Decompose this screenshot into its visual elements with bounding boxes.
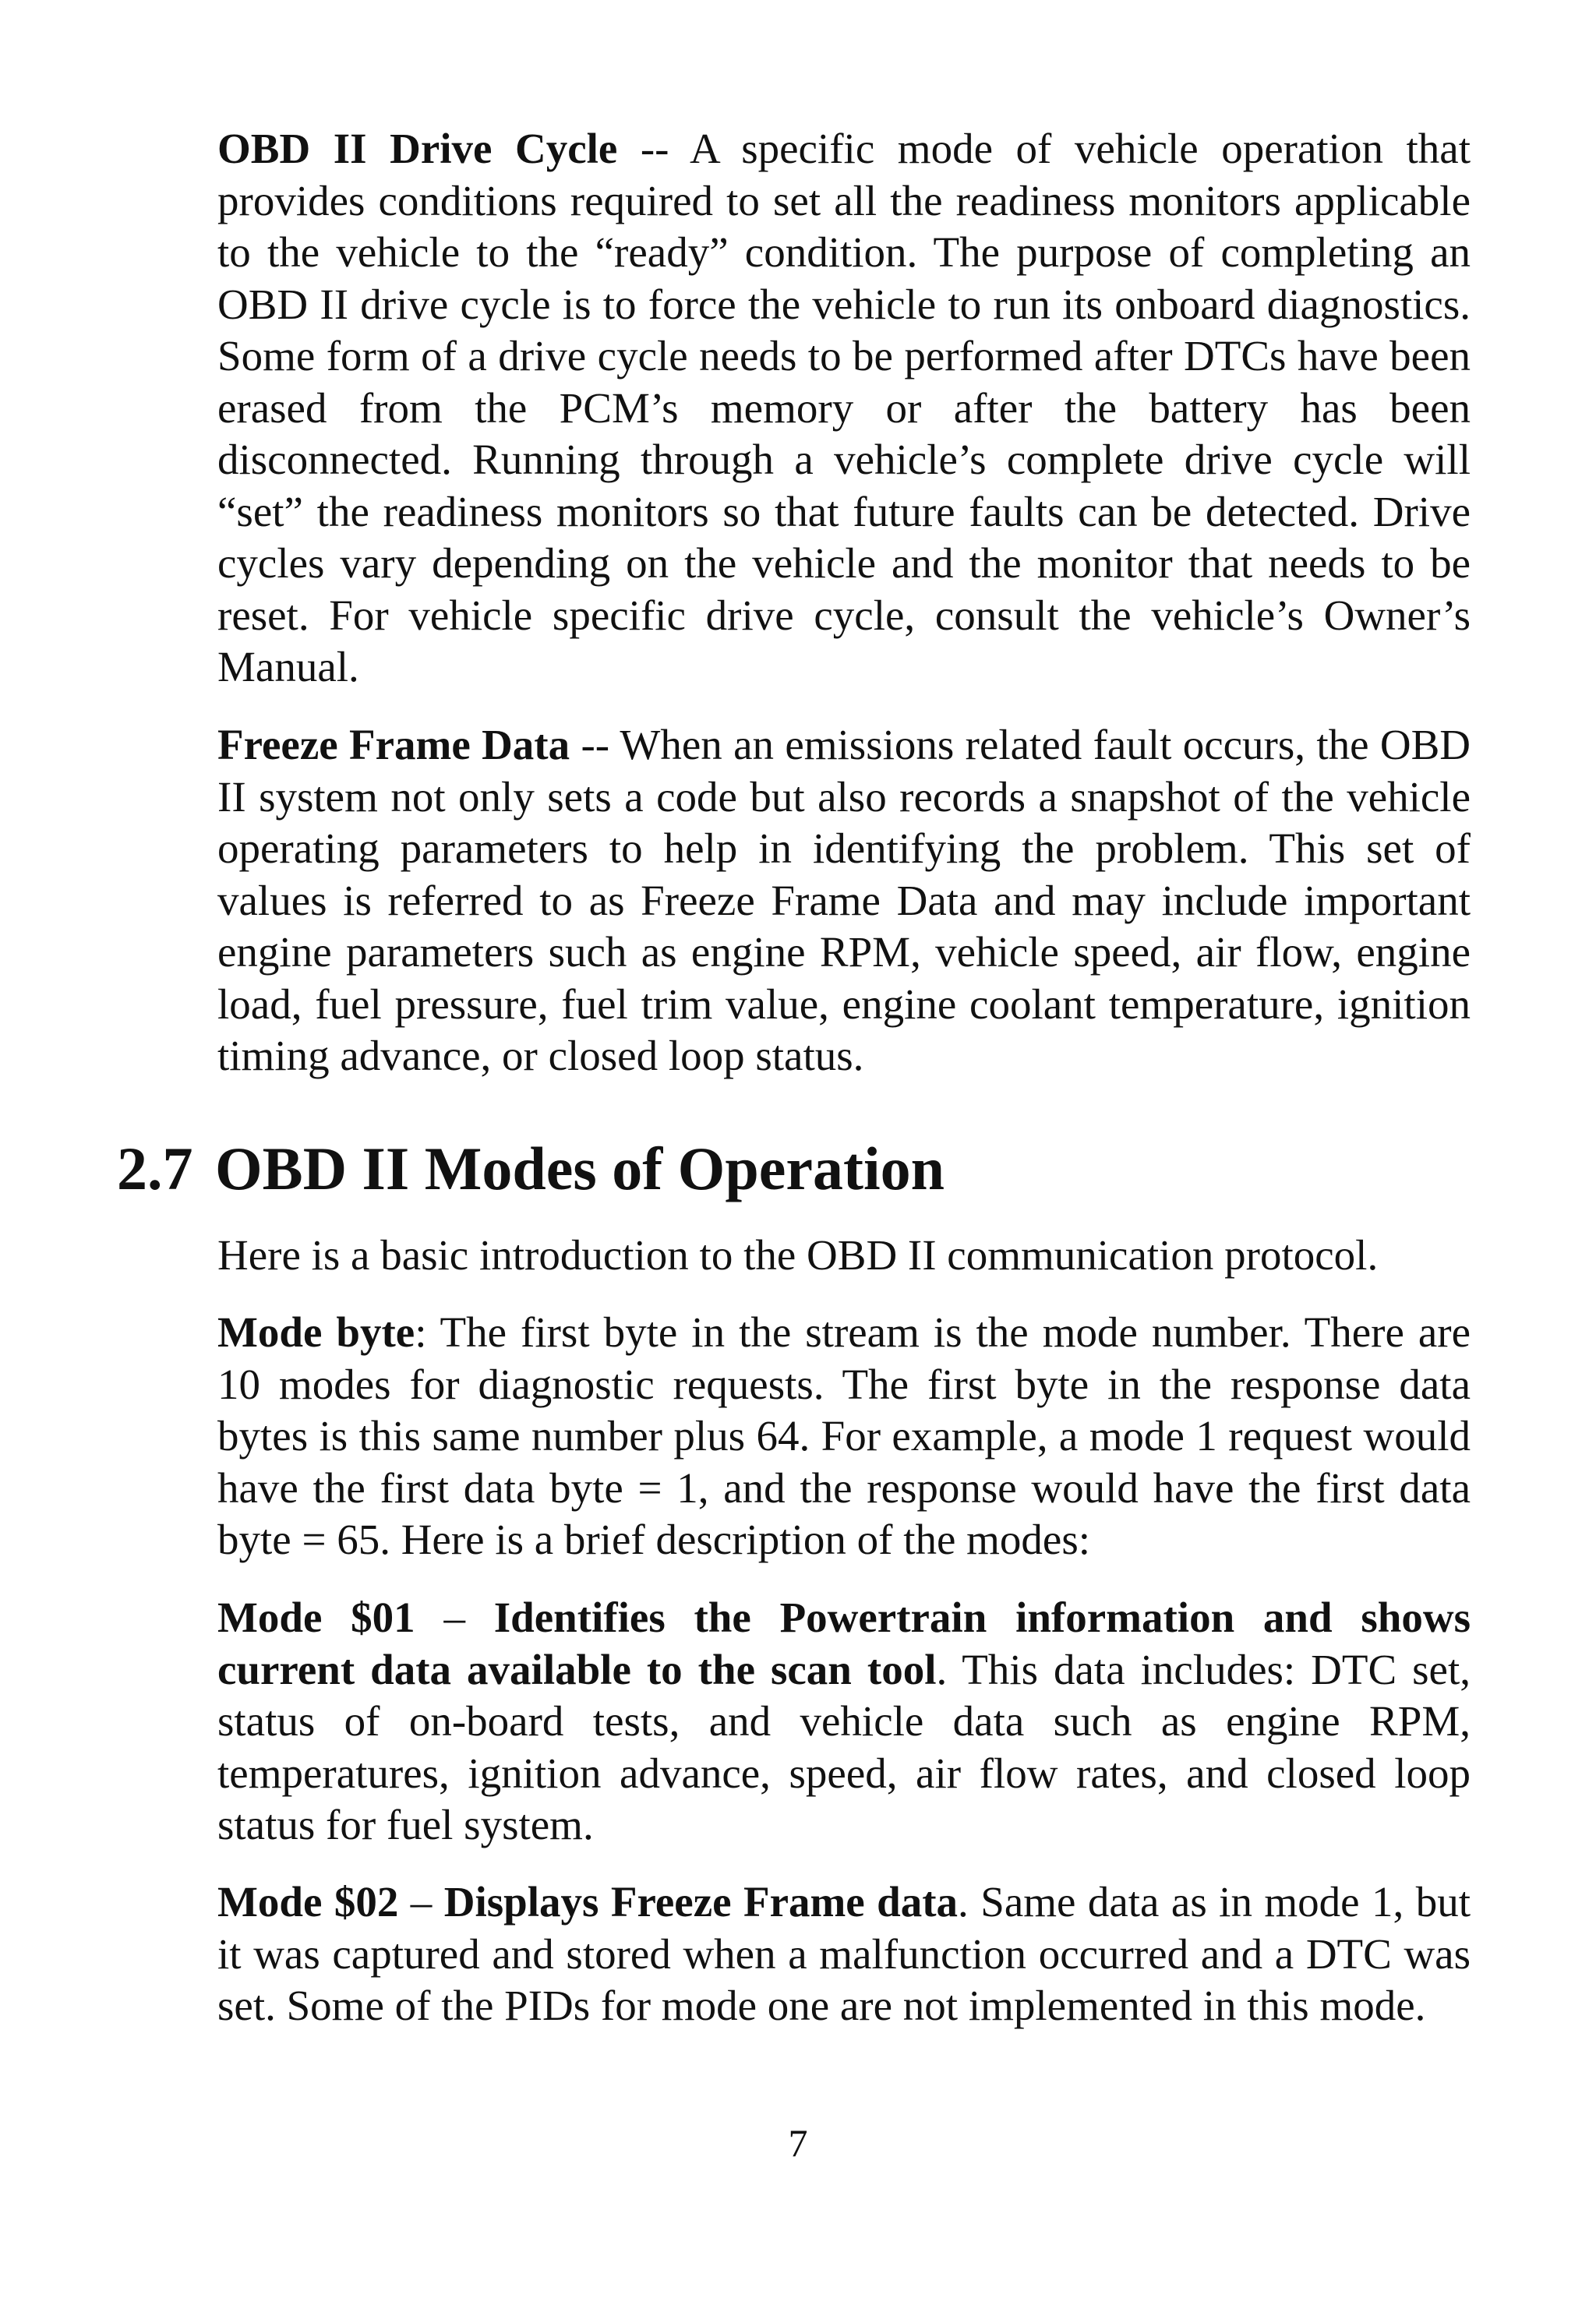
mode-01-paragraph <box>217 1592 1471 1851</box>
definition-text: When an emissions related fault occurs, the OBD II system not only sets a code but also records a snapshot of the vehicle operating parameters to help in identifying the problem. This set of values is referred to as Freeze Frame Data and may include important engine parameters such as engine RPM, vehicle speed, air flow, engine load, fuel pressure, fuel trim value, engine coolant temperature, ignition timing advance, or closed loop status. <box>217 721 1471 1079</box>
mode-heading: Displays Freeze Frame data <box>443 1878 959 1926</box>
mode-text: . This data includes: DTC set, status of on-board tests, and vehicle data such as engine RPM, temperatures, ignition advance, speed, air flow rates, and closed loop status for fuel system. <box>217 1645 1471 1848</box>
mode-byte-text: The first byte in the stream is the mode number. There are 10 modes for diagnostic requests. The first byte in the response data bytes is this same number plus 64. For example, a mode 1 request would have the first data byte = 1, and the response would have the first data byte = 65. Here is a brief description of the modes: <box>217 1308 1471 1563</box>
definition-text: A specific mode of vehicle operation that provides conditions required to set all the readiness monitors applicable to the vehicle to the “ready” condition. The purpose of completing an OBD II drive cycle is to force the vehicle to run its onboard diagnostics. Some form of a drive cycle needs to be performed after DTCs have been erased from the PCM’s memory or after the battery has been disconnected. Running through a vehicle’s complete drive cycle will “set” the readiness monitors so that future faults can be detected. Drive cycles vary depending on the vehicle and the monitor that needs to be reset. For vehicle specific drive cycle, consult the vehicle’s Owner’s Manual. <box>217 125 1471 690</box>
definition-drive-cycle <box>217 123 1471 694</box>
definition-term: Freeze Frame Data <box>217 721 570 768</box>
definition-term: OBD II Drive Cycle <box>217 125 618 172</box>
section-heading <box>117 1130 945 1208</box>
mode-byte-separator: : <box>415 1308 440 1356</box>
mode-label: Mode $01 <box>217 1594 415 1641</box>
section-intro: Here is a basic introduction to the OBD II communication protocol. <box>217 1231 1379 1279</box>
page-number: 7 <box>788 2121 808 2165</box>
definition-separator: -- <box>617 125 690 172</box>
section-number: 2.7 <box>117 1135 193 1202</box>
mode-byte-term: Mode byte <box>217 1308 415 1356</box>
section-title: OBD II Modes of Operation <box>215 1135 945 1202</box>
mode-heading: Identifies the Powertrain information and shows current data available to the scan tool <box>217 1594 1471 1693</box>
mode-dash: – <box>415 1594 494 1641</box>
definition-separator: -- <box>570 721 620 768</box>
mode-text: . Same data as in mode 1, but it was captured and stored when a malfunction occurred and a DTC was set. Some of the PIDs for mode one are not implemented in this mode. <box>217 1878 1471 2029</box>
definition-freeze-frame <box>217 719 1471 1082</box>
mode-label: Mode $02 <box>217 1878 399 1926</box>
mode-byte-paragraph <box>217 1307 1471 1566</box>
mode-02-paragraph <box>217 1876 1471 2032</box>
mode-dash: – <box>398 1878 444 1926</box>
